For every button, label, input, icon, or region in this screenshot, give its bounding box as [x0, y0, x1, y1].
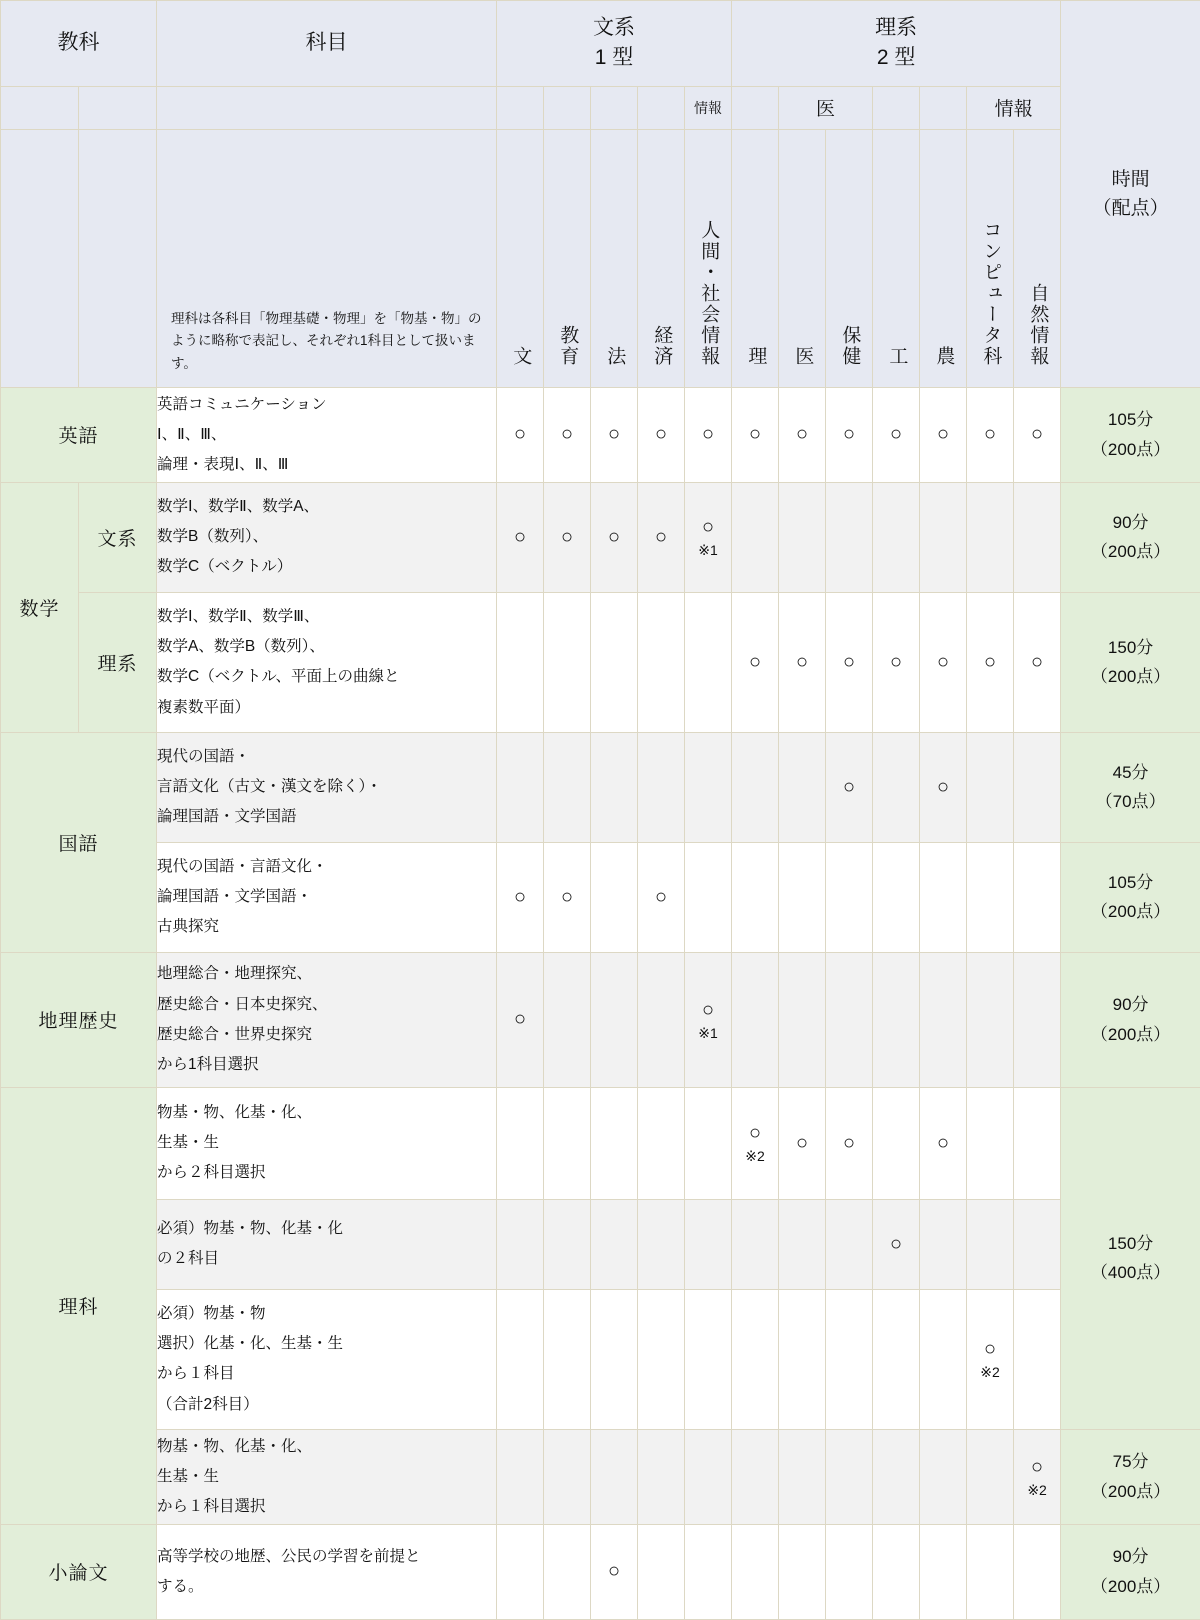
- header-col-ningen-shakai-johou: [685, 129, 732, 387]
- header-col-nou: [920, 129, 967, 387]
- circle-marker: ○: [779, 650, 825, 675]
- table-row: [1, 387, 1200, 482]
- mark-cell-filled: [779, 387, 826, 482]
- mark-cell-filled: [732, 592, 779, 732]
- header-spacer-keizai: [638, 86, 685, 129]
- mark-cell-filled: [967, 387, 1014, 482]
- subject-cell: 地理総合・地理探究、 歴史総合・日本史探究、 歴史総合・世界史探究 から1科目選択: [157, 952, 497, 1087]
- header-kyoka: 教科: [1, 1, 157, 87]
- circle-marker: ○: [685, 998, 731, 1023]
- time-score-cell: 105分 （200点）: [1061, 387, 1200, 482]
- mark-cell-empty: [873, 842, 920, 952]
- mark-cell-empty: [920, 1429, 967, 1524]
- mark-cell-filled: [638, 842, 685, 952]
- header-col-hoken-label: 保健: [835, 325, 864, 367]
- kyoka-cell: 理科: [1, 1087, 157, 1524]
- mark-cell-empty: [685, 592, 732, 732]
- header-col-computer: [967, 129, 1014, 387]
- mark-cell-empty: [826, 952, 873, 1087]
- header-group-bunkei-line2: 1 型: [501, 43, 727, 73]
- subject-cell: 必須）物基・物、化基・化 の２科目: [157, 1199, 497, 1289]
- circle-marker: ○: [967, 422, 1013, 447]
- mark-cell-filled: [1014, 387, 1061, 482]
- circle-marker: ○: [685, 515, 731, 540]
- header-group-bunkei: [497, 1, 732, 87]
- mark-cell-empty: [685, 1429, 732, 1524]
- mark-cell-filled: [873, 1199, 920, 1289]
- mark-cell-empty: [544, 1087, 591, 1199]
- mark-cell-empty: [732, 732, 779, 842]
- mark-cell-empty: [967, 732, 1014, 842]
- mark-cell-filled: [826, 732, 873, 842]
- mark-cell-empty: [685, 1289, 732, 1429]
- mark-cell-filled: [638, 482, 685, 592]
- header-time-line2: （配点）: [1061, 194, 1200, 223]
- mark-cell-empty: [873, 1524, 920, 1619]
- mark-cell-empty: [544, 1199, 591, 1289]
- circle-marker: ○: [826, 1131, 872, 1156]
- header-col-ri-label: 理: [741, 346, 770, 367]
- circle-marker: ○: [638, 885, 684, 910]
- mark-cell-filled: [497, 842, 544, 952]
- mark-cell-empty: [638, 732, 685, 842]
- header-col-shizen-johou-label: 自然情報: [1023, 283, 1052, 367]
- circle-marker: ○: [732, 422, 778, 447]
- mark-cell-empty: [873, 732, 920, 842]
- circle-marker: ○: [779, 1131, 825, 1156]
- mark-cell-filled: [826, 387, 873, 482]
- circle-marker: ○: [1014, 422, 1060, 447]
- table-row: [1, 592, 1200, 732]
- circle-marker: ○: [826, 775, 872, 800]
- mark-cell-empty: [920, 1524, 967, 1619]
- circle-marker: ○: [591, 525, 637, 550]
- header-col-shizen-johou: [1014, 129, 1061, 387]
- mark-cell-empty: [779, 842, 826, 952]
- mark-cell-empty: [873, 1087, 920, 1199]
- header-col-computer-label: コンピュータ科: [976, 220, 1005, 367]
- mark-cell-empty: [779, 732, 826, 842]
- mark-cell-empty: [732, 1429, 779, 1524]
- table-row: [1, 952, 1200, 1087]
- mark-cell-filled: [1014, 1429, 1061, 1524]
- time-score-cell: 90分 （200点）: [1061, 482, 1200, 592]
- header-col-i-label: 医: [788, 346, 817, 367]
- circle-marker: ○: [920, 1131, 966, 1156]
- mark-cell-empty: [826, 842, 873, 952]
- mark-cell-empty: [1014, 1289, 1061, 1429]
- header-spacer-kyoiku: [544, 86, 591, 129]
- circle-marker: ○: [826, 422, 872, 447]
- circle-marker: ○: [873, 422, 919, 447]
- header-time-line1: 時間: [1061, 165, 1200, 194]
- header-col-kyoka-2: [79, 129, 157, 387]
- header-row-columns: [1, 129, 1200, 387]
- mark-cell-empty: [1014, 732, 1061, 842]
- header-spacer-kyoka-1: [1, 86, 79, 129]
- circle-marker: ○: [1014, 650, 1060, 675]
- mark-cell-empty: [873, 952, 920, 1087]
- subject-cell: 必須）物基・物 選択）化基・化、生基・生 から１科目 （合計2科目）: [157, 1289, 497, 1429]
- subject-cell: 英語コミュニケーション Ⅰ、Ⅱ、Ⅲ、 論理・表現Ⅰ、Ⅱ、Ⅲ: [157, 387, 497, 482]
- mark-cell-filled: [826, 592, 873, 732]
- subject-cell: 現代の国語・ 言語文化（古文・漢文を除く）・ 論理国語・文学国語: [157, 732, 497, 842]
- circle-marker: ○: [1014, 1455, 1060, 1480]
- header-col-bun-label: 文: [506, 346, 535, 367]
- mark-cell-filled: [967, 1289, 1014, 1429]
- mark-cell-filled: [685, 387, 732, 482]
- circle-marker: ○: [873, 1232, 919, 1257]
- mark-cell-filled: [732, 387, 779, 482]
- mark-cell-empty: [732, 1524, 779, 1619]
- mark-cell-empty: [544, 732, 591, 842]
- table-header: [1, 1, 1200, 388]
- time-score-cell: 90分 （200点）: [1061, 1524, 1200, 1619]
- header-row-subgroups: [1, 86, 1200, 129]
- mark-cell-empty: [1014, 842, 1061, 952]
- mark-cell-filled: [779, 1087, 826, 1199]
- kyoka-cell: 英語: [1, 387, 157, 482]
- kyoka-cell: 小論文: [1, 1524, 157, 1619]
- header-col-nou-label: 農: [929, 346, 958, 367]
- header-col-hou-label: 法: [600, 346, 629, 367]
- time-score-cell: 75分 （200点）: [1061, 1429, 1200, 1524]
- marker-footnote: ※1: [685, 542, 731, 560]
- marker-footnote: ※2: [732, 1148, 778, 1166]
- header-spacer-bun: [497, 86, 544, 129]
- mark-cell-empty: [497, 592, 544, 732]
- table-row: [1, 842, 1200, 952]
- mark-cell-empty: [967, 842, 1014, 952]
- header-col-i: [779, 129, 826, 387]
- header-spacer-kyoka-2: [79, 86, 157, 129]
- header-group-bunkei-line1: 文系: [501, 13, 727, 43]
- subject-cell: 数学Ⅰ、数学Ⅱ、数学A、 数学B（数列）、 数学C（ベクトル）: [157, 482, 497, 592]
- mark-cell-empty: [873, 1429, 920, 1524]
- header-col-hou: [591, 129, 638, 387]
- mark-cell-empty: [638, 1524, 685, 1619]
- subject-cell: 現代の国語・言語文化・ 論理国語・文学国語・ 古典探究: [157, 842, 497, 952]
- mark-cell-empty: [920, 1289, 967, 1429]
- mark-cell-empty: [1014, 1199, 1061, 1289]
- header-col-kyoiku-label: 教育: [553, 325, 582, 367]
- mark-cell-empty: [967, 1199, 1014, 1289]
- mark-cell-empty: [732, 952, 779, 1087]
- mark-cell-filled: [920, 1087, 967, 1199]
- mark-cell-filled: [497, 952, 544, 1087]
- mark-cell-filled: [685, 952, 732, 1087]
- header-spacer-hou: [591, 86, 638, 129]
- mark-cell-empty: [873, 482, 920, 592]
- mark-cell-empty: [638, 952, 685, 1087]
- time-score-cell: 105分 （200点）: [1061, 842, 1200, 952]
- table-row: [1, 732, 1200, 842]
- header-note: 理科は各科目「物理基礎・物理」を「物基・物」のように略称で表記し、それぞれ1科目として扱います。: [157, 129, 497, 387]
- mark-cell-empty: [920, 1199, 967, 1289]
- table-row: [1, 1087, 1200, 1199]
- header-spacer-kou: [873, 86, 920, 129]
- header-subgroup-johou-rikei: 情報: [967, 86, 1061, 129]
- kyoka-cell: 数学: [1, 482, 79, 732]
- mark-cell-empty: [967, 482, 1014, 592]
- mark-cell-empty: [779, 482, 826, 592]
- mark-cell-filled: [779, 592, 826, 732]
- header-col-bun: [497, 129, 544, 387]
- mark-cell-empty: [873, 1289, 920, 1429]
- header-col-keizai-label: 経済: [647, 325, 676, 367]
- mark-cell-empty: [685, 1087, 732, 1199]
- kyoka-cell: 国語: [1, 732, 157, 952]
- mark-cell-filled: [544, 387, 591, 482]
- mark-cell-empty: [779, 1199, 826, 1289]
- mark-cell-empty: [497, 1429, 544, 1524]
- mark-cell-empty: [967, 1087, 1014, 1199]
- marker-footnote: ※2: [1014, 1482, 1060, 1500]
- header-col-kou-label: 工: [882, 346, 911, 367]
- header-col-kyoka-1: [1, 129, 79, 387]
- mark-cell-empty: [544, 952, 591, 1087]
- mark-cell-empty: [826, 1429, 873, 1524]
- header-col-ri: [732, 129, 779, 387]
- mark-cell-empty: [826, 1524, 873, 1619]
- kyoka-sub-cell: 理系: [79, 592, 157, 732]
- table-row: [1, 482, 1200, 592]
- header-time: [1061, 1, 1200, 388]
- mark-cell-empty: [591, 592, 638, 732]
- kyoka-sub-cell: 文系: [79, 482, 157, 592]
- mark-cell-empty: [497, 1199, 544, 1289]
- mark-cell-empty: [920, 482, 967, 592]
- time-score-cell: 90分 （200点）: [1061, 952, 1200, 1087]
- mark-cell-empty: [544, 1289, 591, 1429]
- circle-marker: ○: [497, 525, 543, 550]
- mark-cell-filled: [638, 387, 685, 482]
- mark-cell-filled: [685, 482, 732, 592]
- circle-marker: ○: [544, 525, 590, 550]
- mark-cell-empty: [826, 482, 873, 592]
- mark-cell-empty: [591, 952, 638, 1087]
- table-row: [1, 1429, 1200, 1524]
- mark-cell-empty: [826, 1199, 873, 1289]
- circle-marker: ○: [732, 650, 778, 675]
- circle-marker: ○: [544, 885, 590, 910]
- mark-cell-empty: [591, 1199, 638, 1289]
- mark-cell-empty: [967, 1524, 1014, 1619]
- mark-cell-empty: [967, 952, 1014, 1087]
- marker-footnote: ※1: [685, 1025, 731, 1043]
- mark-cell-filled: [920, 732, 967, 842]
- mark-cell-empty: [779, 1524, 826, 1619]
- circle-marker: ○: [685, 422, 731, 447]
- mark-cell-empty: [497, 1524, 544, 1619]
- header-group-rikei-line2: 2 型: [736, 43, 1056, 73]
- circle-marker: ○: [732, 1121, 778, 1146]
- header-row-groups: [1, 1, 1200, 87]
- header-col-kyoiku: [544, 129, 591, 387]
- mark-cell-empty: [685, 732, 732, 842]
- mark-cell-empty: [544, 1524, 591, 1619]
- mark-cell-filled: [920, 592, 967, 732]
- circle-marker: ○: [920, 775, 966, 800]
- circle-marker: ○: [873, 650, 919, 675]
- mark-cell-empty: [638, 1429, 685, 1524]
- mark-cell-filled: [873, 592, 920, 732]
- circle-marker: ○: [638, 525, 684, 550]
- marker-footnote: ※2: [967, 1364, 1013, 1382]
- mark-cell-empty: [732, 1199, 779, 1289]
- mark-cell-filled: [732, 1087, 779, 1199]
- time-score-cell: 150分 （400点）: [1061, 1087, 1200, 1429]
- mark-cell-empty: [497, 1087, 544, 1199]
- mark-cell-empty: [826, 1289, 873, 1429]
- mark-cell-empty: [638, 1087, 685, 1199]
- circle-marker: ○: [826, 650, 872, 675]
- mark-cell-filled: [544, 482, 591, 592]
- mark-cell-empty: [732, 842, 779, 952]
- mark-cell-empty: [591, 1087, 638, 1199]
- mark-cell-empty: [920, 842, 967, 952]
- header-subgroup-i: 医: [779, 86, 873, 129]
- table-row: [1, 1199, 1200, 1289]
- mark-cell-empty: [779, 1429, 826, 1524]
- mark-cell-empty: [685, 842, 732, 952]
- header-spacer-kamoku: [157, 86, 497, 129]
- mark-cell-empty: [779, 952, 826, 1087]
- circle-marker: ○: [638, 422, 684, 447]
- mark-cell-filled: [591, 387, 638, 482]
- header-col-kou: [873, 129, 920, 387]
- mark-cell-empty: [1014, 482, 1061, 592]
- mark-cell-empty: [967, 1429, 1014, 1524]
- mark-cell-empty: [1014, 1087, 1061, 1199]
- mark-cell-empty: [638, 1199, 685, 1289]
- subject-cell: 数学Ⅰ、数学Ⅱ、数学Ⅲ、 数学A、数学B（数列）、 数学C（ベクトル、平面上の曲線と 複素数平面）: [157, 592, 497, 732]
- mark-cell-empty: [732, 1289, 779, 1429]
- header-spacer-nou: [920, 86, 967, 129]
- kyoka-cell: 地理歴史: [1, 952, 157, 1087]
- circle-marker: ○: [920, 650, 966, 675]
- table-body: [1, 387, 1200, 1619]
- mark-cell-empty: [591, 732, 638, 842]
- mark-cell-empty: [591, 1289, 638, 1429]
- mark-cell-empty: [638, 1289, 685, 1429]
- mark-cell-empty: [591, 842, 638, 952]
- mark-cell-empty: [544, 592, 591, 732]
- mark-cell-empty: [779, 1289, 826, 1429]
- header-col-ningen-shakai-johou-label: 人間・社会情報: [694, 220, 723, 367]
- header-col-keizai: [638, 129, 685, 387]
- mark-cell-empty: [1014, 1524, 1061, 1619]
- table-row: [1, 1524, 1200, 1619]
- circle-marker: ○: [544, 422, 590, 447]
- table-row: [1, 1289, 1200, 1429]
- subject-cell: 物基・物、化基・化、 生基・生 から２科目選択: [157, 1087, 497, 1199]
- header-kamoku: 科目: [157, 1, 497, 87]
- header-group-rikei-line1: 理系: [736, 13, 1056, 43]
- time-score-cell: 150分 （200点）: [1061, 592, 1200, 732]
- mark-cell-empty: [591, 1429, 638, 1524]
- mark-cell-empty: [685, 1524, 732, 1619]
- mark-cell-filled: [497, 482, 544, 592]
- mark-cell-empty: [1014, 952, 1061, 1087]
- mark-cell-filled: [591, 1524, 638, 1619]
- header-spacer-ri: [732, 86, 779, 129]
- circle-marker: ○: [920, 422, 966, 447]
- mark-cell-filled: [497, 387, 544, 482]
- header-col-hoken: [826, 129, 873, 387]
- mark-cell-empty: [732, 482, 779, 592]
- circle-marker: ○: [497, 1007, 543, 1032]
- mark-cell-filled: [873, 387, 920, 482]
- mark-cell-filled: [826, 1087, 873, 1199]
- mark-cell-empty: [638, 592, 685, 732]
- mark-cell-filled: [920, 387, 967, 482]
- subject-cell: 高等学校の地歴、公民の学習を前提と する。: [157, 1524, 497, 1619]
- circle-marker: ○: [497, 422, 543, 447]
- circle-marker: ○: [967, 1337, 1013, 1362]
- mark-cell-empty: [497, 1289, 544, 1429]
- mark-cell-empty: [497, 732, 544, 842]
- circle-marker: ○: [967, 650, 1013, 675]
- circle-marker: ○: [779, 422, 825, 447]
- mark-cell-filled: [1014, 592, 1061, 732]
- circle-marker: ○: [497, 885, 543, 910]
- circle-marker: ○: [591, 422, 637, 447]
- circle-marker: ○: [591, 1559, 637, 1584]
- header-group-rikei: [732, 1, 1061, 87]
- time-score-cell: 45分 （70点）: [1061, 732, 1200, 842]
- mark-cell-filled: [967, 592, 1014, 732]
- mark-cell-filled: [544, 842, 591, 952]
- subject-cell: 物基・物、化基・化、 生基・生 から１科目選択: [157, 1429, 497, 1524]
- mark-cell-filled: [591, 482, 638, 592]
- header-subgroup-johou-bunkei: 情報: [685, 86, 732, 129]
- mark-cell-empty: [544, 1429, 591, 1524]
- mark-cell-empty: [920, 952, 967, 1087]
- mark-cell-empty: [685, 1199, 732, 1289]
